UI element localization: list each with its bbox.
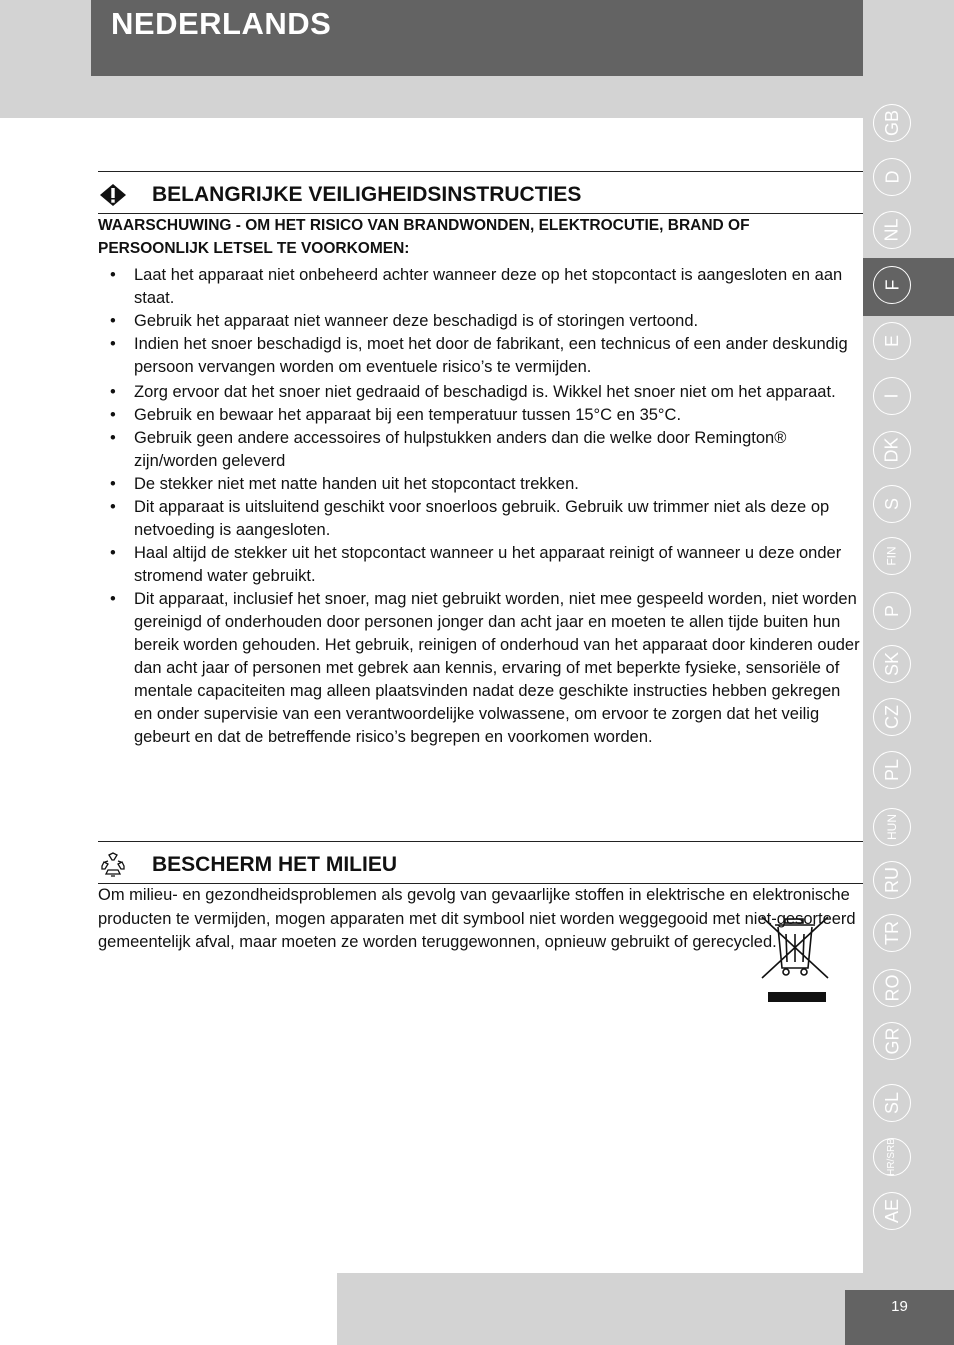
- page-number-box: [845, 1290, 954, 1345]
- language-tab-ru[interactable]: [873, 861, 911, 899]
- environment-heading: [98, 852, 397, 878]
- list-item: • Gebruik het apparaat niet wanneer deze beschadigd is of storingen vertoond.: [98, 310, 863, 333]
- section-rule-top: [98, 171, 863, 172]
- language-tab-label: I: [881, 393, 902, 399]
- env-rule-top: [98, 841, 863, 842]
- language-tab-label: GR: [882, 1027, 902, 1055]
- crossed-out-bin-icon: [756, 912, 834, 1006]
- safety-heading-text: BELANGRIJKE VEILIGHEIDSINSTRUCTIES: [152, 183, 582, 206]
- page-number: 19: [891, 1298, 908, 1315]
- list-item: • Zorg ervoor dat het snoer niet gedraaid of beschadigd is. Wikkel het snoer niet om het apparaat.: [98, 381, 863, 404]
- environment-text: Om milieu- en gezondheidsproblemen als gevolg van gevaarlijke stoffen in elektrische en elektronische producten te vermijden, mogen apparaten met dit symbool niet worden weggegooid met niet-gesorteerd gemeentelijk afval, maar moeten ze worden teruggewonnen, opnieuw gebruikt of gerecycled.: [98, 886, 856, 951]
- recycle-icon: [98, 853, 128, 877]
- language-tab-label: SL: [882, 1091, 902, 1115]
- language-tab-e[interactable]: [873, 322, 911, 360]
- language-tab-gb[interactable]: [873, 104, 911, 142]
- language-tab-label: DK: [881, 437, 902, 463]
- language-tab-sl[interactable]: [873, 1084, 911, 1122]
- language-tab-ae[interactable]: [873, 1192, 911, 1230]
- list-item: • Dit apparaat is uitsluitend geschikt voor snoerloos gebruik. Gebruik uw trimmer niet als deze op netvoeding is aangesloten.: [98, 496, 863, 542]
- warning-icon: [98, 183, 128, 207]
- language-tab-nl[interactable]: [873, 211, 911, 249]
- language-tab-label: NL: [881, 218, 902, 242]
- language-tab-label: AE: [881, 1198, 902, 1224]
- language-tab-hr-srb[interactable]: [873, 1138, 911, 1176]
- list-item: • Haal altijd de stekker uit het stopcontact wanneer u het apparaat reinigt of wanneer u deze onder stromend water gebruikt.: [98, 542, 863, 588]
- language-tab-dk[interactable]: [873, 431, 911, 469]
- language-tab-label: PL: [882, 758, 902, 782]
- language-tab-label: GB: [881, 109, 902, 137]
- warning-text: WAARSCHUWING - OM HET RISICO VAN BRANDWONDEN, ELEKTROCUTIE, BRAND OF PERSOONLIJK LETSEL TE VOORKOMEN:: [98, 217, 750, 257]
- language-tab-label: RU: [882, 867, 902, 893]
- page-header: [91, 0, 863, 76]
- language-tab-sk[interactable]: [873, 645, 911, 683]
- language-tab-label: D: [882, 170, 902, 184]
- list-item: • Gebruik en bewaar het apparaat bij een temperatuur tussen 15°C en 35°C.: [98, 404, 863, 427]
- list-item: • Dit apparaat, inclusief het snoer, mag niet gebruikt worden, niet mee gespeeld worden, niet worden gereinigd of onderhouden door personen jonger dan acht jaar en moeten te allen tijde buiten hun bereik worden gehouden. Het gebruik, reinigen of onderhoud van het apparaat door kinderen ouder dan acht jaar of personen met gebrek aan kennis, ervaring of met beperkte fysieke, sensoriële of mentale capaciteiten mag alleen plaatsvinden nadat deze geschikte instructies hebben gekregen en onder supervisie van een verantwoordelijke volwassene, om ervoor te zorgen dat het veilig gebeurt en dat de betreffende risico’s begrepen en voorkomen worden.: [98, 588, 863, 749]
- language-tab-label: F: [882, 279, 902, 291]
- language-tab-s[interactable]: [873, 485, 911, 523]
- language-tab-ro[interactable]: [873, 969, 911, 1007]
- language-tab-tr[interactable]: [873, 914, 911, 952]
- page-title: NEDERLANDS: [111, 6, 332, 41]
- language-tab-label: RO: [882, 974, 902, 1002]
- language-tab-label: E: [881, 334, 902, 348]
- language-tab-label: CZ: [882, 705, 902, 729]
- language-tab-fin[interactable]: [873, 537, 911, 575]
- footer-band: [337, 1273, 863, 1345]
- language-tab-label: FIN: [885, 546, 899, 566]
- language-tab-d[interactable]: [873, 158, 911, 196]
- language-tab-label: SK: [881, 651, 902, 677]
- list-item: • De stekker niet met natte handen uit het stopcontact trekken.: [98, 473, 863, 496]
- language-tab-gr[interactable]: [873, 1022, 911, 1060]
- language-tab-label: HUN: [885, 814, 899, 840]
- list-item: • Indien het snoer beschadigd is, moet het door de fabrikant, een technicus of een ander deskundig persoon vervangen worden om eventuele risico’s te vermijden.: [98, 333, 863, 379]
- safety-list: [98, 264, 863, 749]
- language-tab-label: S: [881, 497, 902, 511]
- language-tab-label: TR: [882, 921, 902, 945]
- list-item: • Laat het apparaat niet onbeheerd achter wanneer deze op het stopcontact is aangesloten en aan staat.: [98, 264, 863, 310]
- language-tab-i[interactable]: [873, 377, 911, 415]
- language-tab-cz[interactable]: [873, 698, 911, 736]
- list-item: • Gebruik geen andere accessoires of hulpstukken anders dan die welke door Remington® zijn/worden geleverd: [98, 427, 863, 473]
- language-tab-label: HR/SRB: [886, 1138, 898, 1176]
- language-tab-p[interactable]: [873, 592, 911, 630]
- environment-heading-text: BESCHERM HET MILIEU: [152, 853, 398, 876]
- language-tab-hun[interactable]: [873, 808, 911, 846]
- language-tab-pl[interactable]: [873, 751, 911, 789]
- language-tab-f[interactable]: [873, 266, 911, 304]
- safety-heading: [98, 182, 581, 208]
- language-tab-label: P: [881, 604, 902, 618]
